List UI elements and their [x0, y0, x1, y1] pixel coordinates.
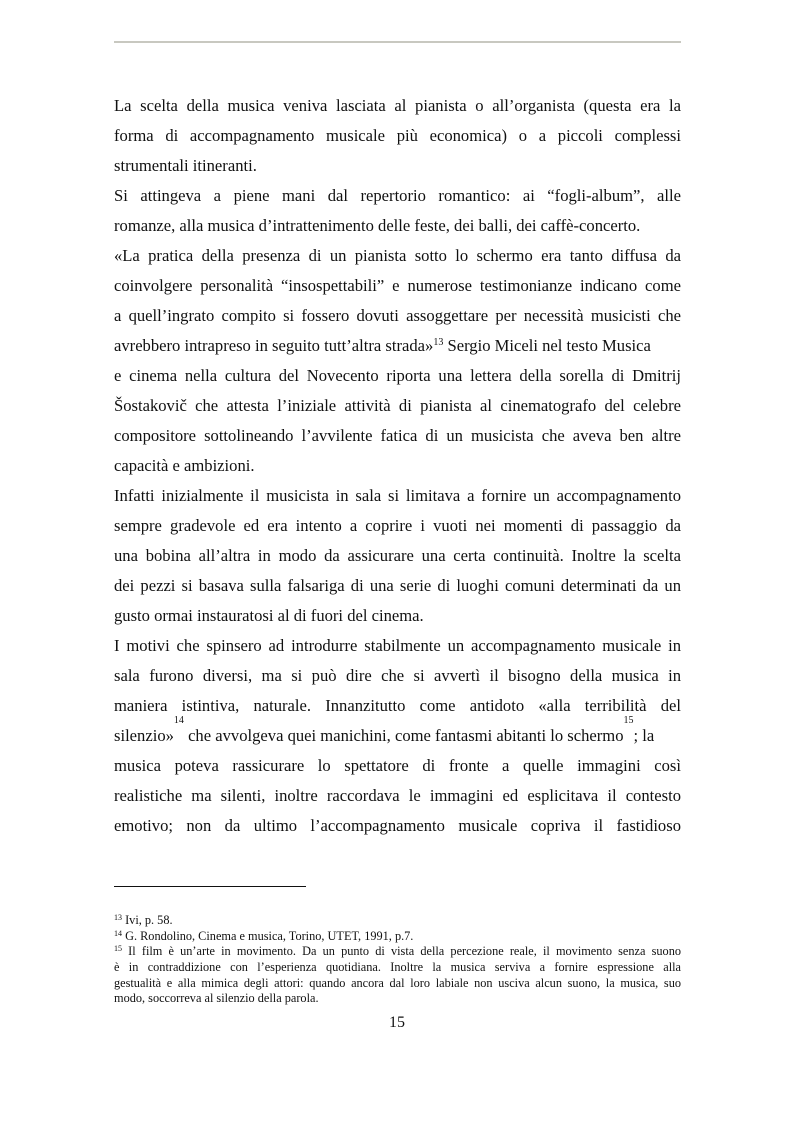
page-number: 15	[389, 1014, 405, 1031]
text-line: compositore sottolineando l’avvilente fatica di un musicista che aveva ben altre	[114, 426, 681, 445]
text-line: «La pratica della presenza di un pianista sotto lo schermo era tanto diffusa da	[114, 246, 681, 265]
text-fragment: ; la	[633, 726, 655, 745]
footnote-15	[114, 944, 681, 1007]
text-line: una bobina all’altra in modo da assicurare una certa continuità. Inoltre la scelta	[114, 546, 681, 565]
text-line: La scelta della musica veniva lasciata al pianista o all’organista (questa era la	[114, 96, 681, 115]
footnote-text: Ivi, p. 58.	[122, 913, 173, 927]
text-line: gusto ormai instauratosi al di fuori del cinema.	[114, 606, 424, 625]
text-line: emotivo; non da ultimo l’accompagnamento musicale copriva il fastidioso	[114, 816, 681, 835]
header-rule	[114, 41, 681, 43]
text-line: Si attingeva a piene mani dal repertorio romantico: ai “fogli-album”, alle	[114, 186, 681, 205]
text-line: sempre gradevole ed era intento a coprire i vuoti nei momenti di passaggio da	[114, 516, 681, 535]
text-fragment: che avvolgeva quei manichini, come fantasmi abitanti lo schermo	[183, 726, 624, 745]
text-line: Šostakovič che attesta l’iniziale attività di pianista al cinematografo del celebre	[114, 396, 681, 415]
text-line: sala furono diversi, ma si può dire che si avvertì il bisogno della musica in	[114, 666, 681, 685]
text-line: maniera istintiva, naturale. Innanzitutto come antidoto «alla terribilità del	[114, 696, 681, 715]
text-fragment: silenzio»	[114, 726, 174, 745]
text-line	[114, 331, 681, 361]
text-line: e cinema nella cultura del Novecento riporta una lettera della sorella di Dmitrij	[114, 366, 681, 385]
text-line: strumentali itineranti.	[114, 156, 257, 175]
text-line	[114, 715, 681, 751]
footnote-text: è in contraddizione con l’esperienza quotidiana. Inoltre la musica serviva a fornire espressione alla	[114, 960, 681, 975]
text-line: forma di accompagnamento musicale più economica) o a piccoli complessi	[114, 126, 681, 145]
footnotes	[114, 913, 681, 1007]
footnote-text: Il film è un’arte in movimento. Da un punto di vista della percezione reale, il movimento senza suono	[122, 944, 681, 959]
text-line: romanze, alla musica d’intrattenimento delle feste, dei balli, dei caffè-concerto.	[114, 216, 641, 235]
footnote-text: gestualità e alla mimica degli attori: quando ancora dal loro labiale non usciva alcun suono, la musica, suo	[114, 975, 681, 990]
text-line: I motivi che spinsero ad introdurre stabilmente un accompagnamento musicale in	[114, 636, 681, 655]
footnote-mark: 13	[114, 913, 122, 922]
footnote-text: G. Rondolino, Cinema e musica, Torino, UTET, 1991, p.7.	[122, 928, 414, 943]
text-fragment: Sergio Miceli nel testo Musica	[443, 336, 651, 355]
footnote-mark: 14	[114, 928, 122, 938]
footnote-ref-14[interactable]: 14	[173, 715, 184, 726]
body-text	[114, 91, 681, 841]
text-line: a quell’ingrato compito si fossero dovuti assoggettare per necessità musicisti che	[114, 306, 681, 325]
footnote-14	[114, 929, 681, 945]
footnote-mark: 15	[114, 944, 122, 954]
text-line: realistiche ma silenti, inoltre raccordava le immagini ed esplicitava il contesto	[114, 786, 681, 805]
text-fragment: avrebbero intrapreso in seguito tutt’altra strada»	[114, 336, 434, 355]
text-line: Infatti inizialmente il musicista in sala si limitava a fornire un accompagnamento	[114, 486, 681, 505]
text-line: coinvolgere personalità “insospettabili” e numerose testimonianze indicano come	[114, 276, 681, 295]
footnote-separator	[114, 886, 306, 887]
footnote-text: modo, soccorreva al silenzio della parola.	[114, 991, 319, 1006]
footnote-ref-13[interactable]: 13	[433, 337, 444, 348]
footnote-13	[114, 913, 681, 929]
text-line: musica poteva rassicurare lo spettatore di fronte a quelle immagini così	[114, 756, 681, 775]
footnote-ref-15[interactable]: 15	[623, 715, 634, 726]
text-line: capacità e ambizioni.	[114, 456, 255, 475]
text-line: dei pezzi si basava sulla falsariga di una serie di luoghi comuni determinati da un	[114, 576, 681, 595]
